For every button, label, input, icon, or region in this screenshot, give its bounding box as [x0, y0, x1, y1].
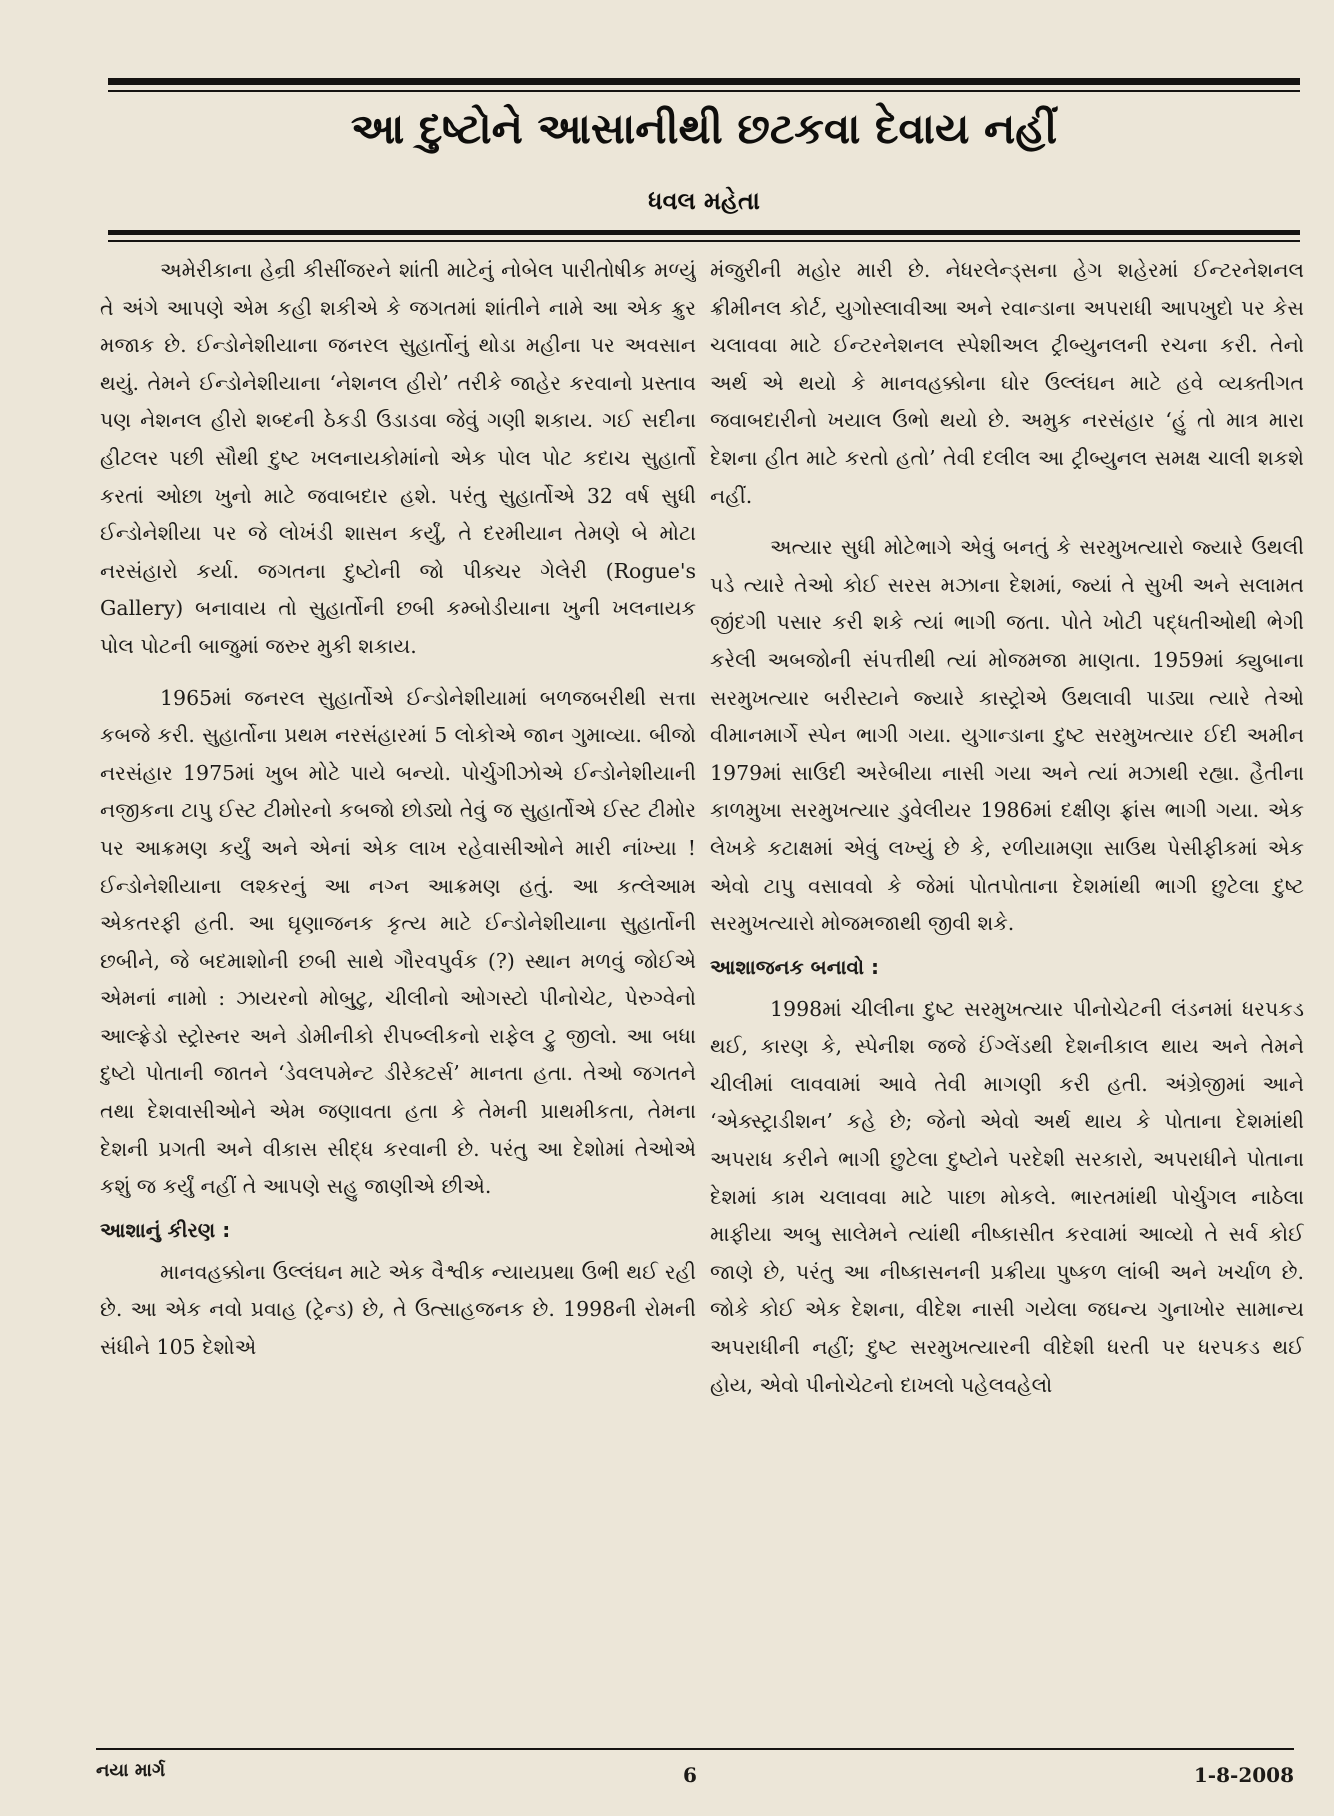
footer-page-number: 6: [683, 1763, 697, 1787]
left-paragraph-1: અમેરીકાના હેન્રી કીસીંજરને શાંતી માટેનું નોબેલ પારીતોષીક મળ્યું તે અંગે આપણે એમ કહી શકીએ કે જગતમાં શાંતીને નામે આ એક ક્રુર મજાક છે. ઈન્ડોનેશીયાના જનરલ સુહાર્તોનું થોડા મહીના પર અવસાન થયું. તેમને ઈન્ડોનેશીયાના ‘નેશનલ હીરો’ તરીકે જાહેર કરવાનો પ્રસ્તાવ પણ નેશનલ હીરો શબ્દની ઠેકડી ઉડાડવા જેવું ગણી શકાય. ગઈ સદીના હીટલર પછી સૌથી દુષ્ટ ખલનાયકોમાંનો એક પોલ પોટ કદાચ સુહાર્તો કરતાં ઓછા ખુનો માટે જવાબદાર હશે. પરંતુ સુહાર્તોએ 32 વર્ષ સુધી ઈન્ડોનેશીયા પર જે લોખંડી શાસન કર્યું, તે દરમીયાન તેમણે બે મોટા નરસંહારો કર્યા. જગતના દુષ્ટોની જો પીક્ચર ગેલેરી (Rogue's Gallery) બનાવાય તો સુહાર્તોની છબી કમ્બોડીયાના ખુની ખલનાયક પોલ પોટની બાજુમાં જરુર મુકી શકાય.: [100, 258, 696, 658]
right-paragraph-1: મંજુરીની મહોર મારી છે. નેધરલેન્ડ્સના હેગ શહેરમાં ઈન્ટરનેશનલ ક્રીમીનલ કોર્ટ, યુગોસ્લાવીઆ અને રવાન્ડાના અપરાધી આપખુદો પર કેસ ચલાવવા માટે ઈન્ટરનેશનલ સ્પેશીઅલ ટ્રીબ્યુનલની રચના કરી. તેનો અર્થ એ થયો કે માનવહક્કોના ઘોર ઉલ્લંઘન માટે હવે વ્યક્તીગત જવાબદારીનો ખયાલ ઉભો થયો છે. અમુક નરસંહાર ‘હું તો માત્ર મારા દેશના હીત માટે કરતો હતો’ તેવી દલીલ આ ટ્રીબ્યુનલ સમક્ષ ચાલી શકશે નહીં.: [710, 258, 1304, 508]
right-paragraph-3: 1998માં ચીલીના દુષ્ટ સરમુખત્યાર પીનોચેટની લંડનમાં ધરપકડ થઈ, કારણ કે, સ્પેનીશ જજે ઈંગ્લેંડથી દેશનીકાલ થાય અને તેમને ચીલીમાં લાવવામાં આવે તેવી માગણી કરી હતી. અંગ્રેજીમાં આને ‘એક્સ્ટ્રાડીશન’ કહે છે; જેનો એવો અર્થ થાય કે પોતાના દેશમાંથી અપરાધ કરીને ભાગી છુટેલા દુષ્ટોને પરદેશી સરકારો, અપરાધીને પોતાના દેશમાં કામ ચલાવવા માટે પાછા મોકલે. ભારતમાંથી પોર્ચુગલ નાઠેલા માફીયા અબુ સાલેમને ત્યાંથી નીષ્કાસીત કરવામાં આવ્યો તે સર્વ કોઈ જાણે છે, પરંતુ આ નીષ્કાસનની પ્રક્રીયા પુષ્કળ લાંબી અને ખર્ચાળ છે. જોકે કોઈ એક દેશના, વીદેશ નાસી ગયેલા જઘન્ય ગુનાખોર સામાન્ય અપરાધીની નહીં; દુષ્ટ સરમુખત્યારની વીદેશી ધરતી પર ધરપકડ થઈ હોય, એવો પીનોચેટનો દાખલો પહેલવહેલો: [710, 996, 1304, 1397]
top-rule-thin: [108, 90, 1300, 92]
left-column: [100, 252, 696, 1764]
footer-rule: [96, 1748, 1294, 1750]
right-paragraph-2: અત્યાર સુધી મોટેભાગે એવું બનતું કે સરમુખત્યારો જ્યારે ઉથલી પડે ત્યારે તેઓ કોઈ સરસ મઝાના દેશમાં, જ્યાં તે સુખી અને સલામત જીંદગી પસાર કરી શકે ત્યાં ભાગી જતા. પોતે ખોટી પદ્ધતીઓથી ભેગી કરેલી અબજોની સંપત્તીથી ત્યાં મોજમજા માણતા. 1959માં ક્યુબાના સરમુખત્યાર બરીસ્ટાને જ્યારે કાસ્ટ્રોએ ઉથલાવી પાડ્યા ત્યારે તેઓ વીમાનમાર્ગે સ્પેન ભાગી ગયા. યુગાન્ડાના દુષ્ટ સરમુખત્યાર ઈદી અમીન 1979માં સાઉદી અરેબીયા નાસી ગયા અને ત્યાં મઝાથી રહ્યા. હૈતીના કાળમુખા સરમુખત્યાર ડુવેલીયર 1986માં દક્ષીણ ફ્રાંસ ભાગી ગયા. એક લેખકે કટાક્ષમાં એવું લખ્યું છે કે, રળીયામણા સાઉથ પેસીફીકમાં એક એવો ટાપુ વસાવવો કે જેમાં પોતપોતાના દેશમાંથી ભાગી છુટેલા દુષ્ટ સરમુખત્યારો મોજમજાથી જીવી શકે.: [710, 535, 1304, 936]
footer-publication-name: નયા માર્ગ: [96, 1760, 166, 1781]
footer-date: 1-8-2008: [1193, 1763, 1294, 1787]
article-title: આ દુષ્ટોને આસાનીથી છટકવા દેવાય નહીં: [350, 104, 1058, 153]
header-rule-thin: [108, 240, 1300, 242]
left-paragraph-3: માનવહક્કોના ઉલ્લંઘન માટે એક વૈશ્વીક ન્યાયપ્રથા ઉભી થઈ રહી છે. આ એક નવો પ્રવાહ (ટ્રેન્ડ) છે, તે ઉત્સાહજનક છે. 1998ની રોમની સંધીને 105 દેશોએ: [100, 1259, 696, 1360]
header-rule-thick: [108, 230, 1300, 235]
subheading-hopeful-events: આશાજનક બનાવો :: [710, 954, 879, 979]
subheading-ray-of-hope: આશાનું કીરણ :: [100, 1217, 231, 1242]
top-rule-thick: [108, 78, 1300, 85]
right-column: [710, 252, 1304, 1764]
article-byline: ધવલ મહેતા: [648, 187, 760, 215]
left-paragraph-2: 1965માં જનરલ સુહાર્તોએ ઈન્ડોનેશીયામાં બળજબરીથી સત્તા કબજે કરી. સુહાર્તોના પ્રથમ નરસંહારમાં 5 લોકોએ જાન ગુમાવ્યા. બીજો નરસંહાર 1975માં ખુબ મોટે પાયે બન્યો. પોર્ચુગીઝોએ ઈન્ડોનેશીયાની નજીકના ટાપુ ઈસ્ટ ટીમોરનો કબજો છોડ્યો તેવું જ સુહાર્તોએ ઈસ્ટ ટીમોર પર આક્રમણ કર્યું અને એનાં એક લાખ રહેવાસીઓને મારી નાંખ્યા ! ઈન્ડોનેશીયાના લશ્કરનું આ નગ્ન આક્રમણ હતું. આ કત્લેઆમ એકતરફી હતી. આ ઘૃણાજનક કૃત્ય માટે ઈન્ડોનેશીયાના સુહાર્તોની છબીને, જે બદમાશોની છબી સાથે ગૌરવપુર્વક (?) સ્થાન મળવું જોઈએ એમનાં નામો : ઝાયરનો મોબુટુ, ચીલીનો ઓગસ્ટો પીનોચેટ, પેરુગ્વેનો આલ્ફ્રેડો સ્ટ્રોસ્નર અને ડોમીનીકો રીપબ્લીકનો રાફેલ ટ્રુ જીલો. આ બધા દુષ્ટો પોતાની જાતને ‘ડેવલપમેન્ટ ડીરેક્ટર્સ’ માનતા હતા. તેઓ જગતને તથા દેશવાસીઓને એમ જણાવતા હતા કે તેમની પ્રાથમીકતા, તેમના દેશની પ્રગતી અને વીકાસ સીદ્ધ કરવાની છે. પરંતુ આ દેશોમાં તેઓએ કશું જ કર્યું નહીં તે આપણે સહુ જાણીએ છીએ.: [100, 685, 696, 1199]
